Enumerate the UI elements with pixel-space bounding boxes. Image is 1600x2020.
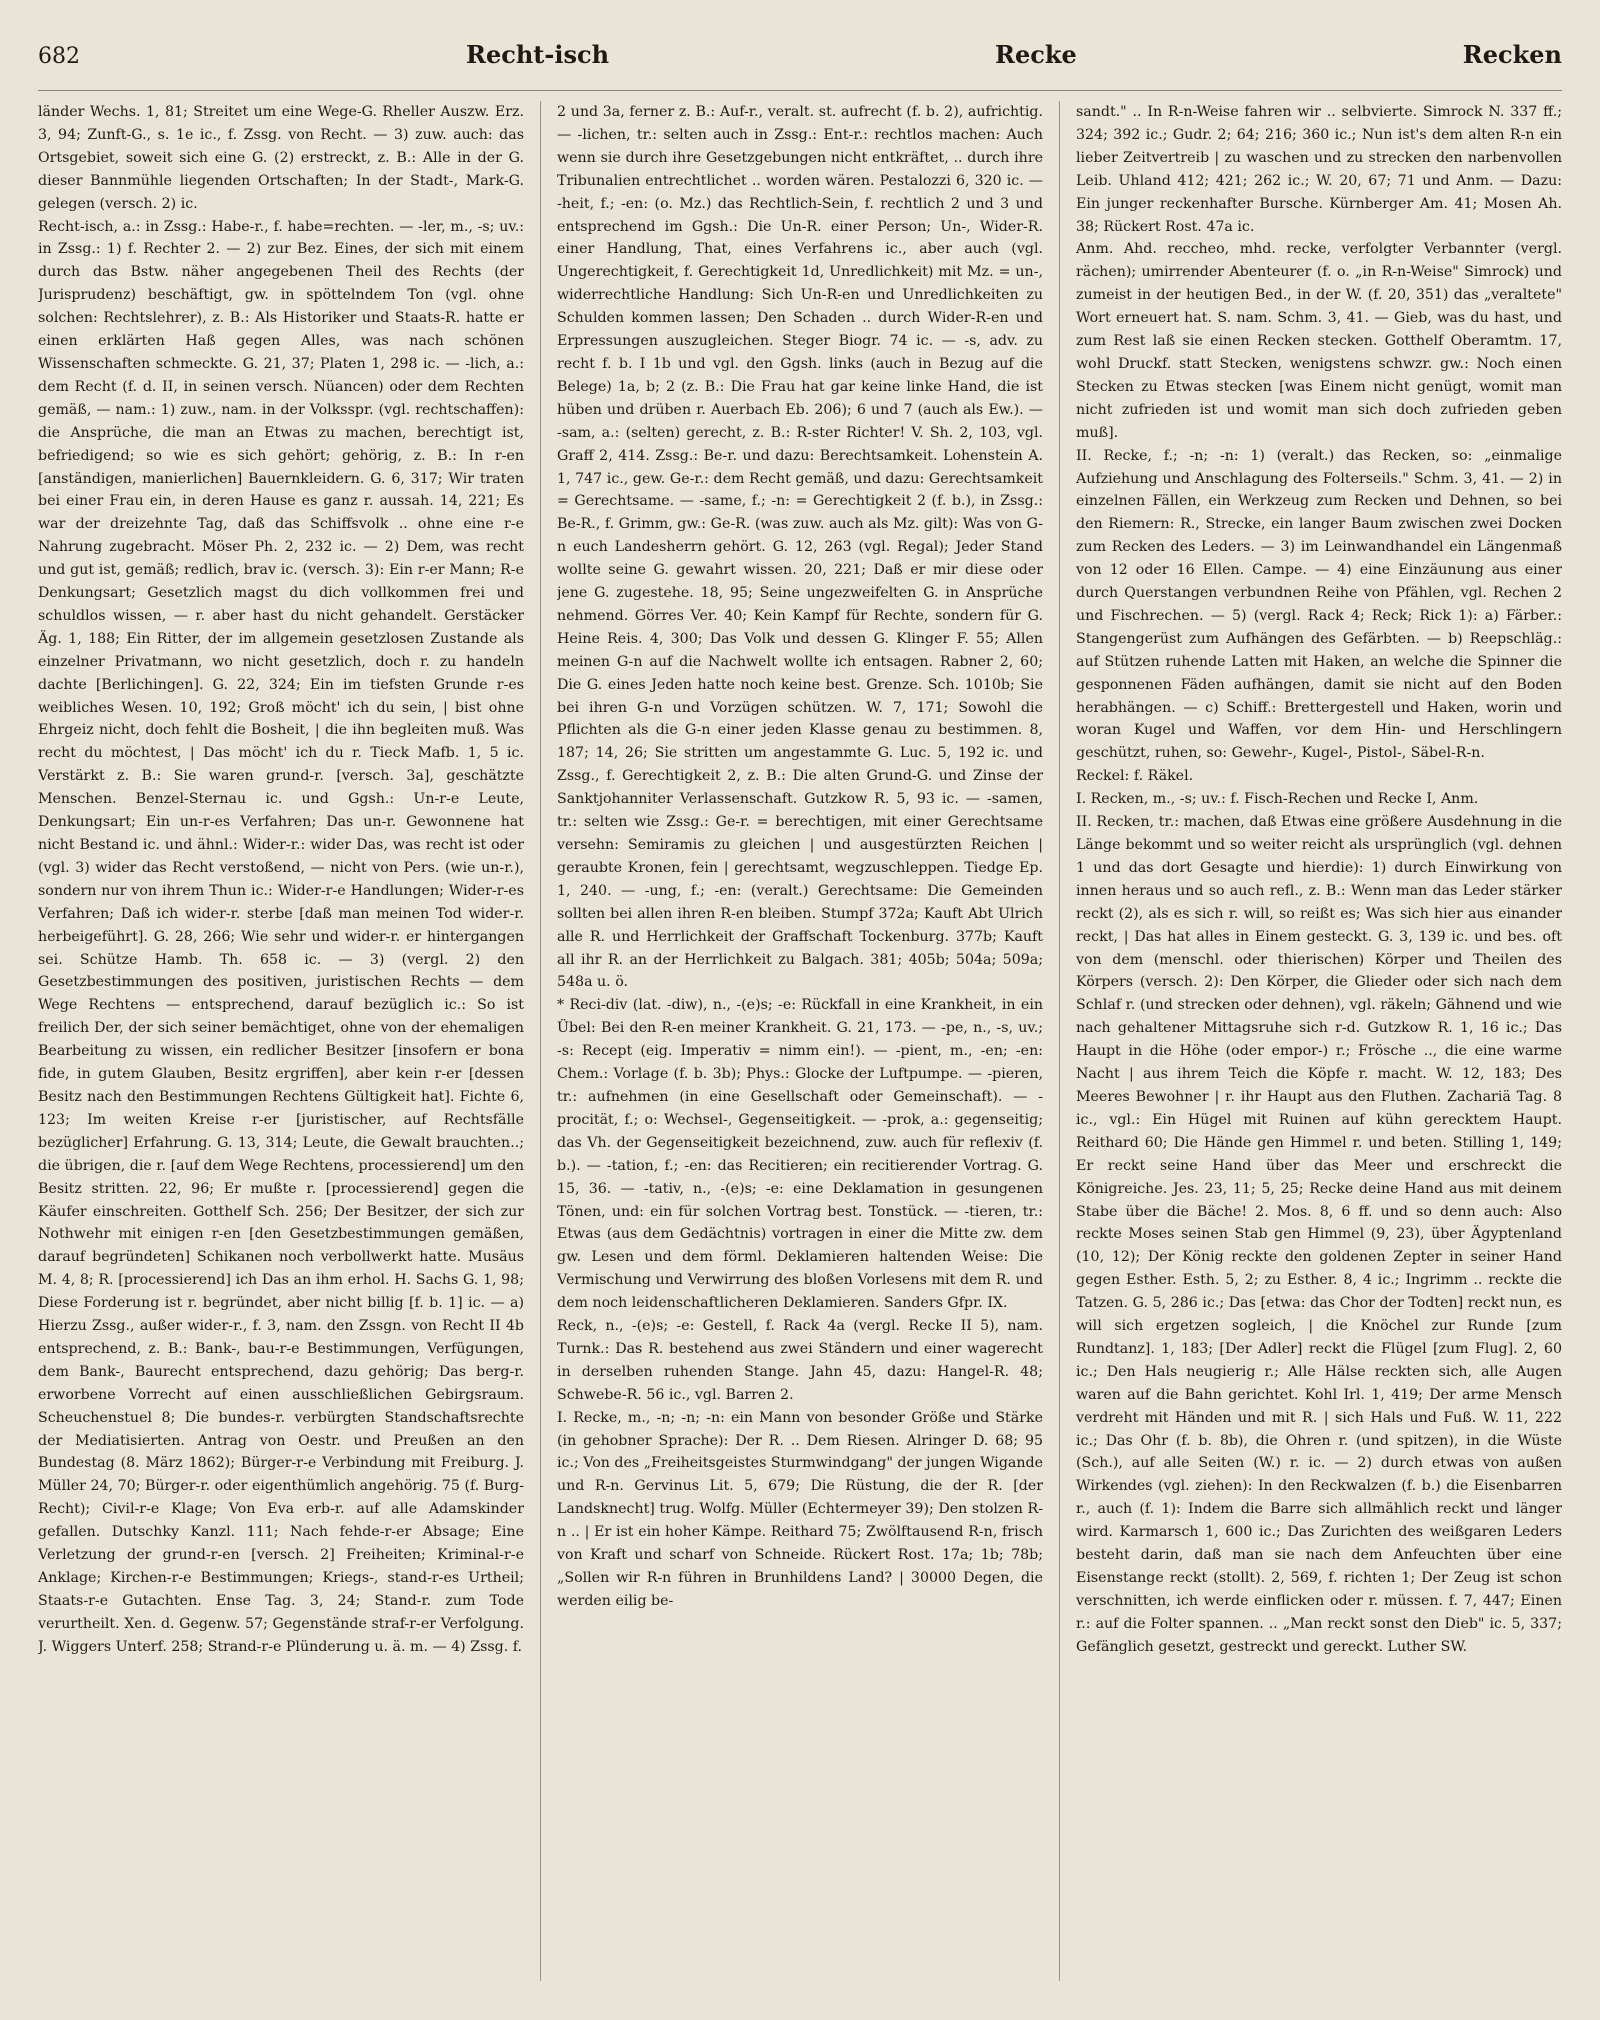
center-guideword: Recke <box>995 40 1077 69</box>
entry-paragraph: Reckel: f. Räkel. <box>1076 768 1194 785</box>
entry-paragraph: 2 und 3a, ferner z. B.: Auf-r., veralt. st. aufrecht (f. b. 2), aufrichtig. — -lichen, tr.: selten auch in Zssg.: Ent-r.: rechtlos machen: Auch wenn sie durch ihre Gesetzgebungen nicht entkräftet, .. durch ihre Tribunalien entrechtlichet .. worden wären. Pestalozzi 6, 320 ic. — -heit, f.; -en: (o. Mz.) das Rechtlich-Sein, f. rechtlich 2 und 3 und entsprechend im Ggsh.: Die Un-R. einer Person; Un-, Wider-R. einer Handlung, That, eines Verfahrens ic., aber auch (vgl. Ungerechtigkeit, f. Gerechtigkeit 1d, Unredlichkeit) mit Mz. = un-, widerrechtliche Handlung: Sich Un-R-en und Unredlichkeiten zu Schulden kommen lassen; Den Schaden .. durch Wider-R-en und Erpressungen auszugleichen. Steger Biogr. 74 ic. — -s, adv. zu recht f. b. I 1b und vgl. den Ggsh. links (auch in Bezug auf die Belege) 1a, b; 2 (z. B.: Die Frau hat gar keine linke Hand, die ist hüben und drüben r. Auerbach Eb. 206); 6 und 7 (auch als Ew.). — -sam, a.: (selten) gerecht, z. B.: R-ster Richter! V. Sh. 2, 103, vgl. Graff 2, 414. Zssg.: Be-r. und dazu: Berechtsamkeit. Lohenstein A. 1, 747 ic., gew. Ge-r.: dem Recht gemäß, und dazu: Gerechtsamkeit = Gerechtsame. — -same, f.; -n: = Gerechtigkeit 2 (f. b.), in Zssg.: Be-R., f. Grimm, gw.: Ge-R. (was zuw. auch als Mz. gilt): Was von G-n euch Landesherrn gehört. G. 12, 263 (vgl. Regal); Jeder Stand wollte seine G. gewahrt wissen. 20, 221; Daß er mir diese oder jene G. zugestehe. 18, 95; Seine ungezweifelten G. in Ansprüche nehmend. Görres Ver. 40; Kein Kampf für Rechte, sondern für G. Heine Reis. 4, 300; Das Volk und dessen G. Klinger F. 55; Allen meinen G-n auf die Nachwelt wollte ich entsagen. Rabner 2, 60; Die G. eines Jeden hatte noch keine best. Grenze. Sch. 1010b; Sie bei ihren G-n und Vorzügen schützen. W. 7, 171; Sowohl die Pflichten als die G-n einer jeden Klasse genau zu bestimmen. 8, 187; 14, 26; Sie stritten um angestammte G. Luc. 5, 192 ic. und Zssg., f. Gerechtigkeit 2, z. B.: Die alten Grund-G. und Zinse der Sanktjohanniter Verlassenschaft. Gutzkow R. 5, 93 ic. — -samen, tr.: selten wie Zssg.: Ge-r. = berechtigen, mit einer Gerechtsame versehn: Semiramis zu gleichen | und ausgestürzten Reichen | geraubte Kronen, fein | gerechtsamt, wegzuschleppen. Tiedge Ep. 1, 240. — -ung, f.; -en: (veralt.) Gerechtsame: Die Gemeinden sollten bei allen ihren R-en bleiben. Stumpf 372a; Kauft Abt Ulrich alle R. und Herrlichkeit der Graffschaft Tockenburg. 377b; Kauft all ihr R. an der Herrlichkeit zu Balgach. 381; 405b; 504a; 509a; 548a u. ö. <box>557 104 1043 991</box>
column-middle <box>557 101 1043 1981</box>
right-guideword: Recken <box>1462 40 1562 69</box>
entry-paragraph: Anm. Ahd. reccheo, mhd. recke, verfolgter Verbannter (vergl. rächen); umirrender Abenteurer (f. o. „in R-n-Weise" Simrock) und zumeist in der heutigen Bed., in der W. (f. 20, 351) das „veraltete" Wort erneuert hat. S. nam. Schm. 3, 41. — Gieb, was du hast, und zum Rest laß sie einen Recken stecken. Gotthelf Oberamtm. 17, wohl Druckf. statt Stecken, wenigstens schwzr. gw.: Noch einen Stecken zu Etwas stecken [was Einem nicht genügt, womit man nicht zufrieden ist und womit man sich doch zufrieden geben muß]. <box>1076 241 1562 441</box>
entry-paragraph: I. Recke, m., -n; -n; -n: ein Mann von besonder Größe und Stärke (in gehobner Sprache): Der R. .. Dem Riesen. Alringer D. 68; 95 ic.; Von des „Freiheitsgeistes Sturmwindgang" der jungen Wigande und R-n. Gervinus Lit. 5, 679; Die Rüstung, die der R. [der Landsknecht] trug. Wolfg. Müller (Echtermeyer 39); Den stolzen R-n .. | Er ist ein hoher Kämpe. Reithard 75; Zwölftausend R-n, frisch von Kraft und scharf von Schneide. Rückert Rost. 17a; 1b; 78b; „Sollen wir R-n führen in Brunhildens Land? | 30000 Degen, die werden eilig be- <box>557 1409 1043 1609</box>
column-right <box>1076 101 1562 1981</box>
page-number: 682 <box>38 44 80 69</box>
page-header <box>38 40 1562 91</box>
entry-paragraph: II. Recke, f.; -n; -n: 1) (veralt.) das Recken, so: „einmalige Aufziehung und Anschlagung des Folterseils." Schm. 3, 41. — 2) in einzelnen Fällen, ein Werkzeug zum Recken und Dehnen, so bei den Riemern: R., Strecke, ein langer Baum zwischen zwei Docken zum Recken des Leders. — 3) im Leinwandhandel ein Längenmaß von 12 oder 16 Ellen. Campe. — 4) eine Einzäunung aus einer durch Querstangen verbundnen Reihe von Pfählen, vgl. Rechen 2 und Fischrechen. — 5) (vergl. Rack 4; Reck; Rick 1): a) Färber.: Stangengerüst zum Aufhängen des Gefärbten. — b) Reepschläg.: auf Stützen ruhende Latten mit Haken, an welche die Spinner die gesponnenen Fäden aufhängen, damit sie nicht auf den Boden herabhängen. — c) Schiff.: Brettergestell und Haken, worin und woran Kugel und Waffen, vor dem Hin- und Herschlingern geschützt, ruhen, so: Gewehr-, Kugel-, Pistol-, Säbel-R-n. <box>1076 447 1562 762</box>
column-divider <box>1059 101 1060 1981</box>
entry-paragraph: I. Recken, m., -s; uv.: f. Fisch-Rechen und Recke I, Anm. <box>1076 791 1479 808</box>
entry-paragraph: II. Recken, tr.: machen, daß Etwas eine größere Ausdehnung in die Länge bekommt und so weiter reicht als ursprünglich (vgl. dehnen 1 und das dort Gesagte und hierdie): 1) durch Einwirkung von innen heraus und so auch refl., z. B.: Wenn man das Leder stärker reckt (2), als es sich r. will, so reißt es; Was sich hier aus einander reckt, | Das hat alles in Einem gesteckt. G. 3, 139 ic. und bes. oft von dem (menschl. oder thierischen) Körper und Theilen des Körpers (versch. 2): Den Körper, die Glieder oder sich nach dem Schlaf r. (und strecken oder dehnen), vgl. räkeln; Gähnend und wie nach gehaltener Mittagsruhe sich r-d. Gutzkow R. 1, 16 ic.; Das Haupt in die Höhe (oder empor-) r.; Frösche .., die eine warme Nacht | aus ihrem Teich die Köpfe r. macht. W. 12, 183; Des Meeres Bewohner | r. ihr Haupt aus den Fluthen. Zachariä Tag. 8 ic., vgl.: Ein Hügel mit Ruinen auf kühn gerecktem Haupt. Reithard 60; Die Hände gen Himmel r. und beten. Stilling 1, 149; Er reckt seine Hand über das Meer und erschreckt die Königreiche. Jes. 23, 11; 5, 25; Recke deine Hand aus mit deinem Stabe über die Bäche! 2. Mos. 8, 6 ff. und so denn auch: Also reckte Moses seinen Stab gen Himmel (9, 23), über Ägyptenland (10, 12); Der König reckte den goldenen Zepter in seiner Hand gegen Esther. Esth. 5, 2; zu Esther. 8, 4 ic.; Ingrimm .. reckte die Tatzen. G. 5, 286 ic.; Das [etwa: das Chor der Todten] reckt nun, es will sich ergetzen sogleich, | die Knöchel zur Runde [zum Rundtanz]. 1, 183; [Der Adler] reckt die Flügel [zum Flug]. 2, 60 ic.; Den Hals neugierig r.; Alle Hälse reckten sich, alle Augen waren auf die Bahn gerichtet. Kohl Irl. 1, 419; Der arme Mensch verdreht mit Händen und mit R. | sich Hals und Fuß. W. 11, 222 ic.; Das Ohr (f. b. 8b), die Ohren r. (und spitzen), in die Wüste (Sch.), auf alle Seiten (W.) r. ic. — 2) durch etwas von außen Wirkendes (vgl. ziehen): In den Reckwalzen (f. b.) die Eisenbarren r., auch (f. 1): Indem die Barre sich allmählich reckt und länger wird. Karmarsch 1, 600 ic.; Das Zurichten des weißgaren Leders besteht darin, daß man sie nach dem Anfeuchten über eine Eisenstange reckt (stollt). 2, 569, f. richten 1; Der Zeug ist schon verschnitten, ich werde einflicken oder r. müssen. f. 7, 447; Einen r.: auf die Folter spannen. .. „Man reckt sonst den Dieb" ic. 5, 337; Gefänglich gesetzt, gestreckt und gereckt. Luther SW. <box>1076 814 1562 1655</box>
entry-paragraph: Reck, n., -(e)s; -e: Gestell, f. Rack 4a (vergl. Recke II 5), nam. Turnk.: Das R. bestehend aus zwei Ständern und einer wagerecht in derselben ruhenden Stange. Jahn 45, dazu: Hangel-R. 48; Schwebe-R. 56 ic., vgl. Barren 2. <box>557 1318 1043 1403</box>
entry-paragraph: Recht-isch, a.: in Zssg.: Habe-r., f. habe=rechten. — -ler, m., -s; uv.: in Zssg.: 1) f. Rechter 2. — 2) zur Bez. Eines, der sich mit einem durch das Bstw. näher angegebenen Theil des Rechts (der Jurisprudenz) beschäftigt, gw. in spöttelndem Ton (vgl. ohne solchen: Rechtslehrer), z. B.: Als Historiker und Staats-R. hatte er einen erklärten Haß gegen Alles, was nach schönen Wissenschaften schmeckte. G. 21, 37; Platen 1, 298 ic. — -lich, a.: dem Recht (f. d. II, in seinen versch. Nüancen) oder dem Rechten gemäß, — nam.: 1) zuw., nam. in der Volksspr. (vgl. rechtschaffen): die Ansprüche, die man an Etwas zu machen, berechtigt ist, befriedigend; so wie es sich gehört; gehörig, z. B.: In r-en [anständigen, manierlichen] Bauernkleidern. G. 6, 317; Wir traten bei einer Frau ein, in deren Hause es ganz r. aussah. 14, 221; Es war der dreizehnte Tag, daß das Schiffsvolk .. ohne eine r-e Nahrung zugebracht. Möser Ph. 2, 232 ic. — 2) Dem, was recht und gut ist, gemäß; redlich, brav ic. (versch. 3): Ein r-er Mann; R-e Denkungsart; Gesetzlich magst du dich vollkommen frei und schuldlos wissen, — r. aber hast du nicht gehandelt. Gerstäcker Äg. 1, 188; Ein Ritter, der im allgemein gesetzlosen Zustande als einzelner Privatmann, wo nicht gesetzlich, doch r. zu handeln dachte [Berlichingen]. G. 22, 324; Ein im tiefsten Grunde r-es weibliches Wesen. 10, 192; Groß möcht' ich du sein, | bist ohne Ehrgeiz nicht, doch fehlt die Bosheit, | die ihn begleiten muß. Was recht du möchtest, | Das möcht' ich du r. Tieck Mafb. 1, 5 ic. Verstärkt z. B.: Sie waren grund-r. [versch. 3a], geschätzte Menschen. Benzel-Sternau ic. und Ggsh.: Un-r-e Leute, Denkungsart; Ein un-r-es Verfahren; Das un-r. Gewonnene hat nicht Bestand ic. und ähnl.: Wider-r.: wider Das, was recht ist oder (vgl. 3) wider das Recht verstoßend, — nicht von Pers. (wie un-r.), sondern nur von ihrem Thun ic.: Wider-r-e Handlungen; Wider-r-es Verfahren; Daß ich wider-r. sterbe [daß man meinen Tod wider-r. herbeigeführt]. G. 28, 266; Wie sehr und wider-r. er hintergangen sei. Schütze Hamb. Th. 658 ic. — 3) (vergl. 2) den Gesetzbestimmungen des positiven, juristischen Rechts — dem Wege Rechtens — entsprechend, darauf bezüglich ic.: So ist freilich Der, der sich seiner bemächtiget, ohne von der ehemaligen Bearbeitung zu wissen, ein redlicher Besitzer [insofern er bona fide, in gutem Glauben, Besitz ergriffen], aber kein r-er [dessen Besitz nach den Bestimmungen Rechtens Gültigkeit hat]. Fichte 6, 123; Im weiten Kreise r-er [juristischer, auf Rechtsfälle bezüglicher] Erfahrung. G. 13, 314; Leute, die Gewalt brauchten..; die übrigen, die r. [auf dem Wege Rechtens, processierend] um den Besitz stritten. 22, 96; Er mußte r. [processierend] gegen die Käufer einschreiten. Gotthelf Sch. 256; Der Besitzer, der sich zur Nothwehr mit einigen r-en [den Gesetzbestimmungen gemäßen, darauf begründeten] Schikanen noch verbollwerkt hatte. Musäus M. 4, 8; R. [processierend] ich Das an ihm erhol. H. Sachs G. 1, 98; Diese Forderung ist r. begründet, aber nicht billig [f. b. 1] ic. — a) Hierzu Zssg., außer wider-r., f. 3, nam. den Zssgn. von Recht II 4b entsprechend, z. B.: Bank-, bau-r-e Bestimmungen, Verfügungen, dem Bank-, Baurecht entsprechend, dazu gehörig; Das berg-r. erworbene Vorrecht auf einen ausschließlichen Gebirgsraum. Scheuchenstuel 8; Die bundes-r. verbürgten Standschaftsrechte der Mediatisierten. Antrag von Oestr. und Preußen an den Bundestag (8. März 1862); Bürger-r-e Verbindung mit Freiburg. J. Müller 24, 70; Bürger-r. oder eigenthümlich angehörig. 75 (f. Burg-Recht); Civil-r-e Klage; Von Eva erb-r. auf alle Adamskinder gefallen. Dutschky Kanzl. 111; Nach fehde-r-er Absage; Eine Verletzung der grund-r-en [versch. 2] Freiheiten; Kriminal-r-e Anklage; Kirchen-r-e Bestimmungen; Kriegs-, stand-r-es Urtheil; Staats-r-e Gutachten. Ense Tag. 3, 24; Stand-r. zum Tode verurtheilt. Xen. d. Gegenw. 57; Gegenstände straf-r-er Verfolgung. J. Wiggers Unterf. 258; Strand-r-e Plünderung u. ä. m. — 4) Zssg. f. <box>38 218 524 1655</box>
left-guideword: Recht-isch <box>466 40 610 69</box>
column-divider <box>540 101 541 1981</box>
entry-paragraph: sandt." .. In R-n-Weise fahren wir .. selbvierte. Simrock N. 337 ff.; 324; 392 ic.; Gudr. 2; 64; 216; 360 ic.; Nun ist's dem alten R-n ein lieber Zeitvertreib | zu waschen und zu strecken den narbenvollen Leib. Uhland 412; 421; 262 ic.; W. 20, 67; 71 und Anm. — Dazu: Ein junger reckenhafter Bursche. Kürnberger Am. 41; Mosen Ah. 38; Rückert Rost. 47a ic. <box>1076 104 1562 235</box>
text-columns <box>38 101 1562 1981</box>
entry-paragraph: länder Wechs. 1, 81; Streitet um eine Wege-G. Rheller Auszw. Erz. 3, 94; Zunft-G., s. 1e ic., f. Zssg. von Recht. — 3) zuw. auch: das Ortsgebiet, soweit sich eine G. (2) erstreckt, z. B.: Alle in der G. dieser Bannmühle liegenden Ortschaften; In der Stadt-, Mark-G. gelegen (versch. 2) ic. <box>38 104 524 212</box>
column-left <box>38 101 524 1981</box>
entry-paragraph: * Reci-div (lat. -diw), n., -(e)s; -e: Rückfall in eine Krankheit, in ein Übel: Bei den R-en meiner Krankheit. G. 21, 173. — -pe, n., -s, uv.; -s: Recept (eig. Imperativ = nimm ein!). — -pient, m., -en; -en: Chem.: Vorlage (f. b. 3b); Phys.: Glocke der Luftpumpe. — -pieren, tr.: aufnehmen (in eine Gesellschaft oder Gemeinschaft). — -procität, f.; o: Wechsel-, Gegenseitigkeit. — -prok, a.: gegenseitig; das Vh. der Gegenseitigkeit bezeichnend, zuw. auch für reflexiv (f. b.). — -tation, f.; -en: das Recitieren; ein recitierender Vortrag. G. 15, 36. — -tativ, n., -(e)s; -e: eine Deklamation in gesungenen Tönen, und: ein für solchen Vortrag best. Tonstück. — -tieren, tr.: Etwas (aus dem Gedächtnis) vortragen in einer die Mitte zw. dem gw. Lesen und dem förml. Deklamieren haltenden Weise: Die Vermischung und Verwirrung des bloßen Vorlesens mit dem R. und dem noch leidenschaftlicheren Deklamieren. Sanders Gfpr. IX. <box>557 997 1043 1312</box>
